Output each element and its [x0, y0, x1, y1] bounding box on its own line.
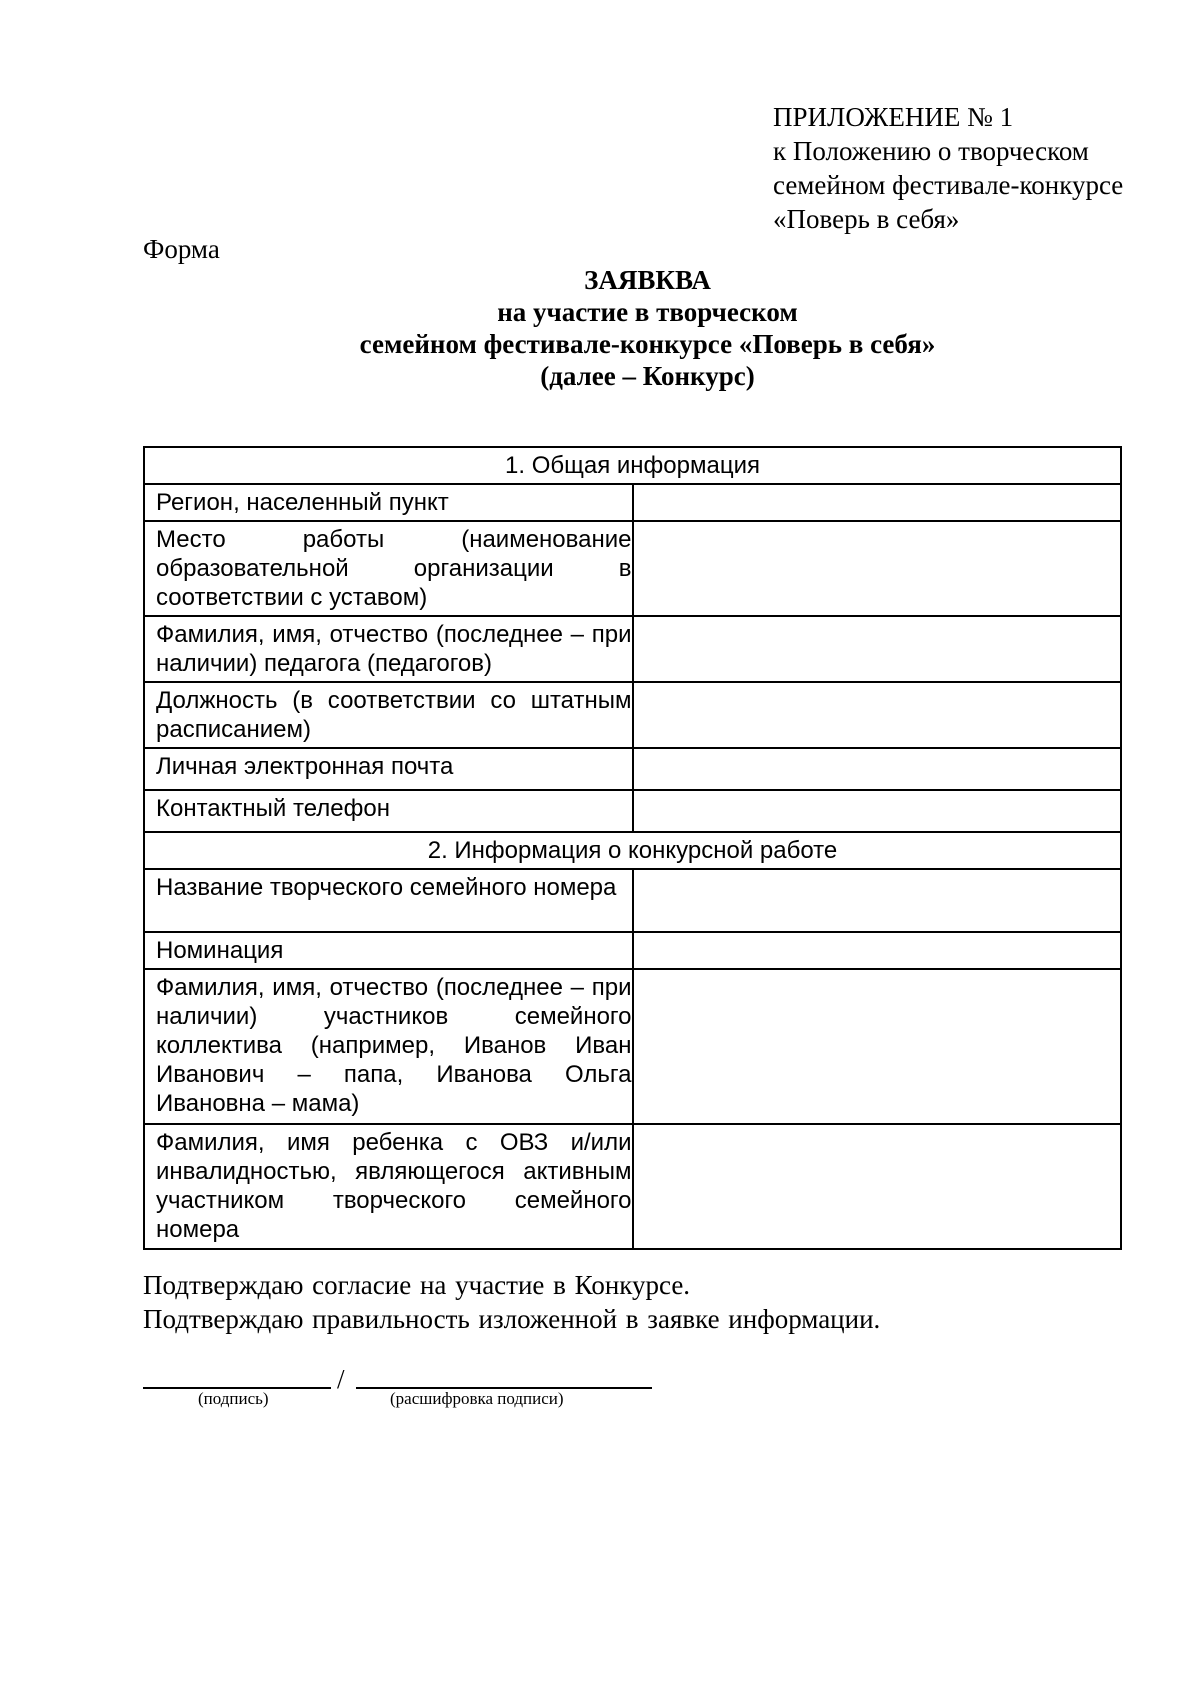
field-label-teacher-name: Фамилия, имя, отчество (последнее – при наличии) педагога (педагогов): [144, 616, 633, 682]
field-value-email[interactable]: [633, 748, 1122, 790]
field-value-workplace[interactable]: [633, 521, 1122, 616]
signature-block: [143, 1362, 653, 1422]
field-label-position: Должность (в соответствии со штатным расписанием): [144, 682, 633, 748]
signature-caption: (подпись): [198, 1389, 269, 1408]
signature-separator: /: [337, 1364, 345, 1394]
title-line: ЗАЯВКВА: [584, 265, 711, 295]
confirmation-text: [143, 1268, 880, 1336]
appendix-ref-line: к Положению о творческом: [773, 136, 1089, 166]
appendix-ref-line: семейном фестивале-конкурсе: [773, 170, 1124, 200]
title-line: на участие в творческом: [497, 297, 798, 327]
field-value-region[interactable]: [633, 484, 1122, 521]
appendix-number: ПРИЛОЖЕНИЕ № 1: [773, 102, 1014, 132]
signature-decoding-caption: (расшифровка подписи): [390, 1389, 564, 1408]
title-line: (далее – Конкурс): [540, 361, 755, 391]
section-header-general: 1. Общая информация: [144, 447, 1121, 484]
field-value-participants[interactable]: [633, 969, 1122, 1124]
field-label-region: Регион, населенный пункт: [144, 484, 633, 521]
confirm-accuracy: Подтверждаю правильность изложенной в заявке информации.: [143, 1304, 881, 1334]
field-value-child[interactable]: [633, 1124, 1122, 1249]
field-label-workplace: Место работы (наименование образовательной организации в соответствии с уставом): [144, 521, 633, 616]
field-label-email: Личная электронная почта: [144, 748, 633, 790]
section-header-work: 2. Информация о конкурсной работе: [144, 832, 1121, 869]
field-label-participants: Фамилия, имя, отчество (последнее – при наличии) участников семейного коллектива (например, Иванов Иван Иванович – папа, Иванова Ольга Ивановна – мама): [144, 969, 633, 1124]
appendix-ref-line: «Поверь в себя»: [773, 204, 960, 234]
field-label-act-title: Название творческого семейного номера: [144, 869, 633, 932]
title-line: семейном фестивале-конкурсе «Поверь в себя»: [359, 329, 936, 359]
field-value-act-title[interactable]: [633, 869, 1122, 932]
field-value-teacher-name[interactable]: [633, 616, 1122, 682]
document-title: [0, 264, 1200, 392]
field-value-nomination[interactable]: [633, 932, 1122, 969]
appendix-header: [773, 100, 1123, 236]
field-value-position[interactable]: [633, 682, 1122, 748]
field-label-child: Фамилия, имя ребенка с ОВЗ и/или инвалидностью, являющегося активным участником творческого семейного номера: [144, 1124, 633, 1249]
field-value-phone[interactable]: [633, 790, 1122, 832]
field-label-nomination: Номинация: [144, 932, 633, 969]
field-label-phone: Контактный телефон: [144, 790, 633, 832]
application-table: [143, 446, 1122, 1250]
confirm-consent: Подтверждаю согласие на участие в Конкурсе.: [143, 1270, 691, 1300]
form-label: Форма: [143, 234, 220, 264]
